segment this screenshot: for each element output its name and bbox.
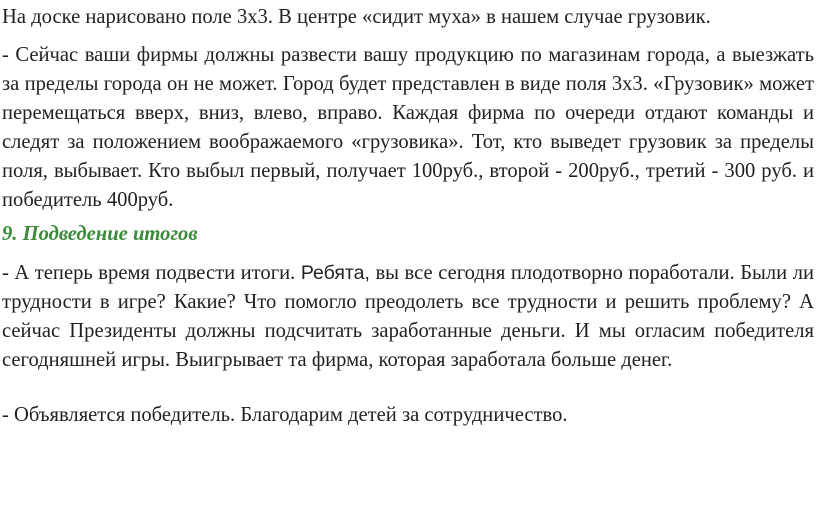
section-heading-summary: 9. Подведение итогов (2, 223, 198, 245)
paragraph-intro: На доске нарисовано поле 3х3. В центре «сидит муха» в нашем случае грузовик. (2, 6, 711, 28)
summary-text-start: - А теперь время подвести итоги. (2, 262, 301, 284)
summary-text-highlight: Ребята, (300, 262, 370, 284)
paragraph-game-rules: - Сейчас ваши фирмы должны развести вашу продукцию по магазинам города, а выезжать за пределы города он не может. Город будет представлен в виде поля 3х3. «Грузовик» может перемещаться вверх, вниз, влево, вправо. Каждая фирма по очереди отдают команды и следят за положением воображаемого «грузовика». Тот, кто выведет грузовик за пределы поля, выбывает. Кто выбыл первый, получает 100руб., второй - 200руб., третий - 300 руб. и победитель 400руб. (2, 44, 814, 211)
paragraph-winner: - Объявляется победитель. Благодарим детей за сотрудничество. (2, 404, 568, 426)
summary-text-end: вы все сегодня плодотворно поработали. Были ли трудности в игре? Какие? Что помогло преодолеть все трудности и решить проблему? А сейчас Президенты должны подсчитать заработанные деньги. И мы огласим победителя сегодняшней игры. Выигрывает та фирма, которая заработала больше денег. (2, 262, 814, 371)
paragraph-summary (2, 259, 814, 375)
